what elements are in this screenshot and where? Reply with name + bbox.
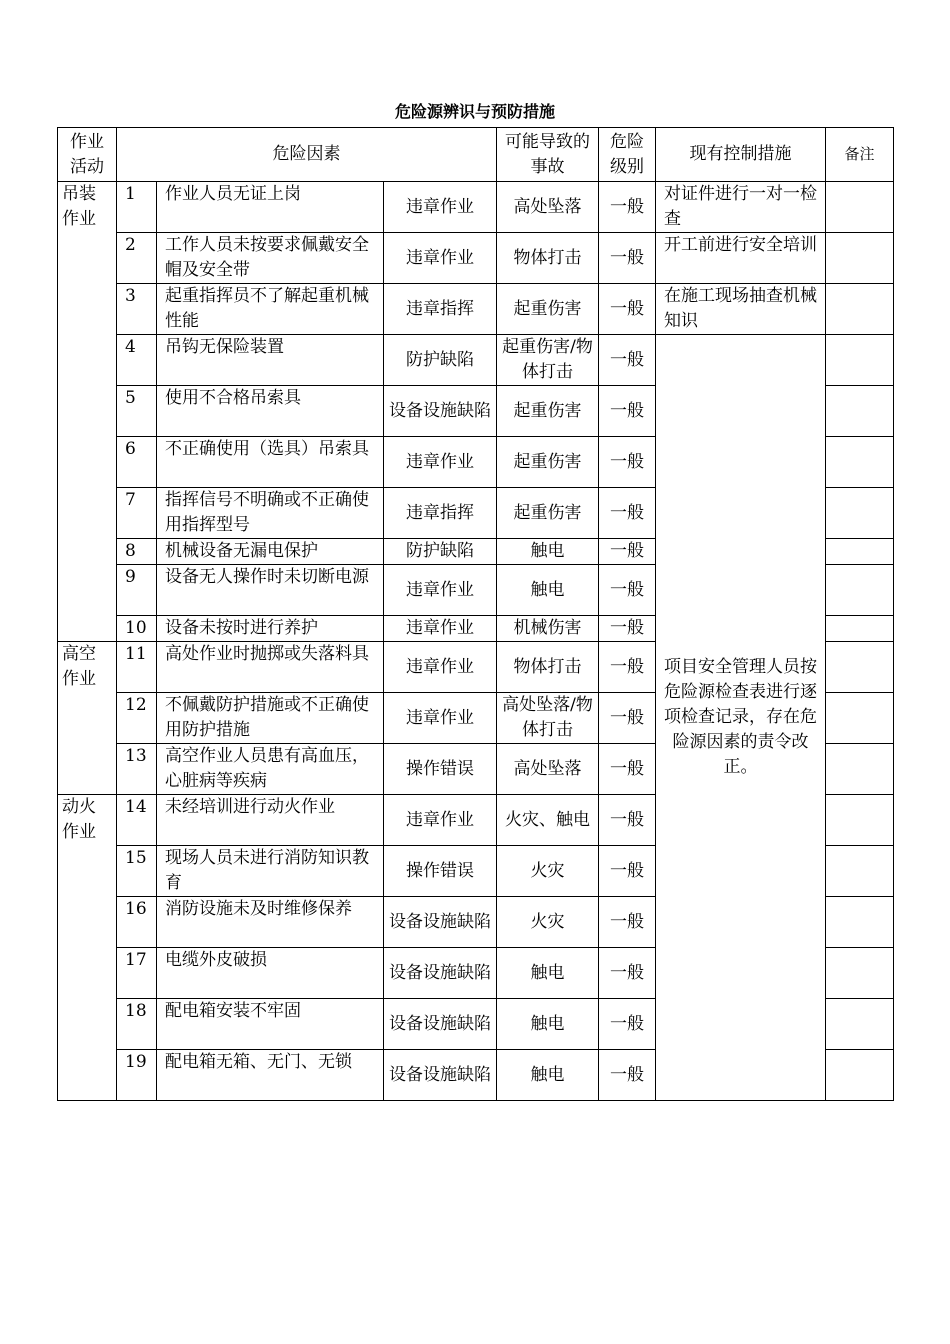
- possible-accident: 火灾、触电: [497, 795, 599, 846]
- row-number: 18: [117, 999, 157, 1050]
- possible-accident: 机械伤害: [497, 616, 599, 642]
- hazard-factor: 使用不合格吊索具: [157, 386, 384, 437]
- hazard-factor: 吊钩无保险装置: [157, 335, 384, 386]
- hazard-factor: 配电箱安装不牢固: [157, 999, 384, 1050]
- hazard-level: 一般: [599, 437, 656, 488]
- possible-accident: 高处坠落: [497, 744, 599, 795]
- possible-accident: 高处坠落: [497, 182, 599, 233]
- hazard-type: 设备设施缺陷: [384, 1050, 497, 1101]
- remark-cell: [826, 437, 894, 488]
- hazard-level: 一般: [599, 642, 656, 693]
- remark-cell: [826, 182, 894, 233]
- possible-accident: 起重伤害/物体打击: [497, 335, 599, 386]
- hazard-type: 违章指挥: [384, 284, 497, 335]
- remark-cell: [826, 335, 894, 386]
- hazard-level: 一般: [599, 693, 656, 744]
- possible-accident: 起重伤害: [497, 386, 599, 437]
- row-number: 19: [117, 1050, 157, 1101]
- hazard-type: 操作错误: [384, 846, 497, 897]
- table-row: [58, 233, 894, 284]
- possible-accident: 起重伤害: [497, 284, 599, 335]
- hazard-type: 设备设施缺陷: [384, 897, 497, 948]
- hazard-type: 违章作业: [384, 233, 497, 284]
- remark-cell: [826, 284, 894, 335]
- hazard-factor: 起重指挥员不了解起重机械性能: [157, 284, 384, 335]
- hazard-level: 一般: [599, 539, 656, 565]
- hazard-level: 一般: [599, 744, 656, 795]
- possible-accident: 物体打击: [497, 233, 599, 284]
- control-measure-shared: 项目安全管理人员按危险源检查表进行逐项检查记录，存在危险源因素的责令改正。: [656, 335, 826, 1101]
- hazard-type: 设备设施缺陷: [384, 386, 497, 437]
- possible-accident: 触电: [497, 999, 599, 1050]
- header-row: [58, 128, 894, 182]
- activity-group: 吊装作业: [58, 182, 117, 642]
- hazard-level: 一般: [599, 488, 656, 539]
- row-number: 16: [117, 897, 157, 948]
- row-number: 1: [117, 182, 157, 233]
- document-title: 危险源辨识与预防措施: [394, 102, 555, 121]
- row-number: 15: [117, 846, 157, 897]
- hazard-type: 违章作业: [384, 642, 497, 693]
- hazard-level: 一般: [599, 616, 656, 642]
- hazard-factor: 高处作业时抛掷或失落料具: [157, 642, 384, 693]
- hazard-factor: 设备无人操作时未切断电源: [157, 565, 384, 616]
- row-number: 2: [117, 233, 157, 284]
- hazard-factor: 不正确使用（选具）吊索具: [157, 437, 384, 488]
- hazard-level: 一般: [599, 999, 656, 1050]
- remark-cell: [826, 795, 894, 846]
- control-measure: 对证件进行一对一检查: [656, 182, 826, 233]
- header-control: 现有控制措施: [656, 128, 826, 182]
- hazard-level: 一般: [599, 386, 656, 437]
- hazard-type: 违章作业: [384, 182, 497, 233]
- control-measure: 在施工现场抽查机械知识: [656, 284, 826, 335]
- hazard-type: 违章指挥: [384, 488, 497, 539]
- hazard-level: 一般: [599, 897, 656, 948]
- possible-accident: 触电: [497, 948, 599, 999]
- possible-accident: 火灾: [497, 897, 599, 948]
- remark-cell: [826, 999, 894, 1050]
- hazard-level: 一般: [599, 284, 656, 335]
- remark-cell: [826, 1050, 894, 1101]
- hazard-factor: 作业人员无证上岗: [157, 182, 384, 233]
- remark-cell: [826, 565, 894, 616]
- header-remark: 备注: [826, 128, 894, 182]
- hazard-level: 一般: [599, 948, 656, 999]
- possible-accident: 触电: [497, 539, 599, 565]
- possible-accident: 起重伤害: [497, 437, 599, 488]
- row-number: 11: [117, 642, 157, 693]
- remark-cell: [826, 386, 894, 437]
- remark-cell: [826, 642, 894, 693]
- hazard-factor: 未经培训进行动火作业: [157, 795, 384, 846]
- possible-accident: 触电: [497, 565, 599, 616]
- hazard-table: [57, 127, 894, 1101]
- remark-cell: [826, 233, 894, 284]
- header-activity: 作业活动: [58, 128, 117, 182]
- hazard-level: 一般: [599, 565, 656, 616]
- remark-cell: [826, 846, 894, 897]
- table-row: [58, 182, 894, 233]
- hazard-factor: 配电箱无箱、无门、无锁: [157, 1050, 384, 1101]
- row-number: 4: [117, 335, 157, 386]
- hazard-type: 违章作业: [384, 565, 497, 616]
- hazard-factor: 消防设施未及时维修保养: [157, 897, 384, 948]
- hazard-level: 一般: [599, 182, 656, 233]
- hazard-type: 操作错误: [384, 744, 497, 795]
- hazard-level: 一般: [599, 335, 656, 386]
- row-number: 3: [117, 284, 157, 335]
- table-row: [58, 284, 894, 335]
- possible-accident: 火灾: [497, 846, 599, 897]
- hazard-type: 防护缺陷: [384, 335, 497, 386]
- hazard-type: 违章作业: [384, 616, 497, 642]
- table-body: [58, 128, 894, 1101]
- hazard-level: 一般: [599, 795, 656, 846]
- remark-cell: [826, 539, 894, 565]
- hazard-factor: 工作人员未按要求佩戴安全帽及安全带: [157, 233, 384, 284]
- remark-cell: [826, 948, 894, 999]
- remark-cell: [826, 616, 894, 642]
- remark-cell: [826, 744, 894, 795]
- control-measure: 开工前进行安全培训: [656, 233, 826, 284]
- activity-group: 动火作业: [58, 795, 117, 1101]
- remark-cell: [826, 693, 894, 744]
- hazard-type: 防护缺陷: [384, 539, 497, 565]
- possible-accident: 触电: [497, 1050, 599, 1101]
- row-number: 17: [117, 948, 157, 999]
- header-factor: 危险因素: [117, 128, 497, 182]
- hazard-factor: 设备未按时进行养护: [157, 616, 384, 642]
- activity-group: 高空作业: [58, 642, 117, 795]
- hazard-factor: 机械设备无漏电保护: [157, 539, 384, 565]
- hazard-type: 设备设施缺陷: [384, 999, 497, 1050]
- possible-accident: 物体打击: [497, 642, 599, 693]
- hazard-level: 一般: [599, 233, 656, 284]
- hazard-factor: 不佩戴防护措施或不正确使用防护措施: [157, 693, 384, 744]
- hazard-type: 违章作业: [384, 437, 497, 488]
- hazard-level: 一般: [599, 846, 656, 897]
- row-number: 5: [117, 386, 157, 437]
- hazard-factor: 高空作业人员患有高血压，心脏病等疾病: [157, 744, 384, 795]
- hazard-type: 设备设施缺陷: [384, 948, 497, 999]
- header-accident: 可能导致的事故: [497, 128, 599, 182]
- row-number: 8: [117, 539, 157, 565]
- hazard-type: 违章作业: [384, 795, 497, 846]
- hazard-factor: 电缆外皮破损: [157, 948, 384, 999]
- hazard-factor: 现场人员未进行消防知识教育: [157, 846, 384, 897]
- row-number: 7: [117, 488, 157, 539]
- row-number: 9: [117, 565, 157, 616]
- hazard-factor: 指挥信号不明确或不正确使用指挥型号: [157, 488, 384, 539]
- remark-cell: [826, 897, 894, 948]
- hazard-level: 一般: [599, 1050, 656, 1101]
- table-row: [58, 335, 894, 386]
- row-number: 13: [117, 744, 157, 795]
- remark-cell: [826, 488, 894, 539]
- row-number: 14: [117, 795, 157, 846]
- possible-accident: 起重伤害: [497, 488, 599, 539]
- row-number: 6: [117, 437, 157, 488]
- row-number: 10: [117, 616, 157, 642]
- hazard-type: 违章作业: [384, 693, 497, 744]
- header-level: 危险级别: [599, 128, 656, 182]
- row-number: 12: [117, 693, 157, 744]
- possible-accident: 高处坠落/物体打击: [497, 693, 599, 744]
